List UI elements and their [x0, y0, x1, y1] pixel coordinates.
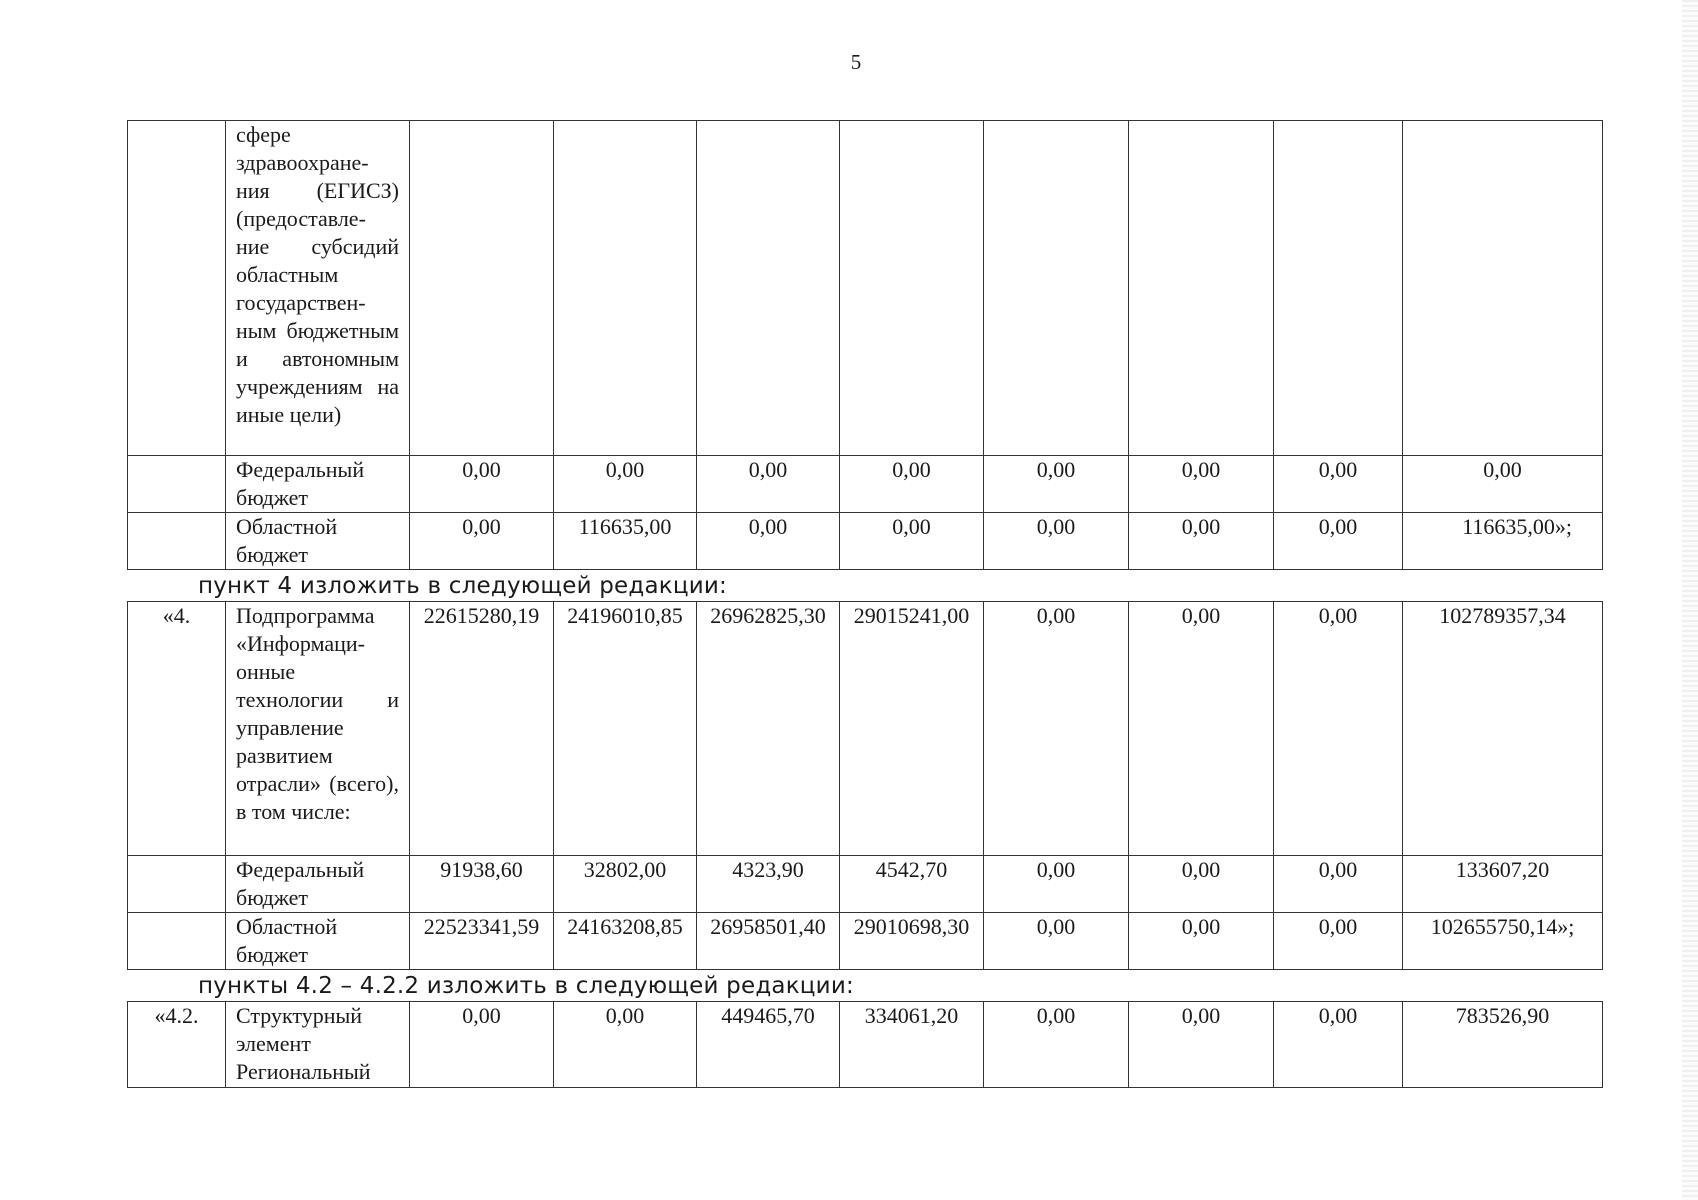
scan-edge-artifact — [1682, 0, 1698, 1200]
table-row — [128, 856, 1603, 913]
value-cell — [554, 121, 697, 456]
table-row — [128, 121, 1603, 456]
value-cell: 0,00 — [840, 456, 984, 513]
value-cell: 4542,70 — [840, 856, 984, 913]
value-cell: 0,00 — [1129, 856, 1274, 913]
table-row — [128, 1002, 1603, 1088]
value-cell: 0,00 — [697, 456, 840, 513]
table-row — [128, 456, 1603, 513]
value-cell: 0,00 — [554, 456, 697, 513]
value-cell: 0,00 — [1274, 456, 1403, 513]
value-cell: 0,00 — [410, 456, 554, 513]
row-index — [128, 856, 226, 913]
value-cell: 334061,20 — [840, 1002, 984, 1088]
value-cell: 0,00 — [984, 602, 1129, 856]
row-name: Подпрограмма «Информаци-онные технологии и управление развитием отрасли» (всего), в том числе: — [226, 602, 410, 856]
value-cell: 116635,00 — [554, 513, 697, 570]
row-name: сфере здравоохране-ния (ЕГИСЗ) (предоставле-ние субсидий областным государствен-ным бюджетным и автономным учреждениям на иные цели) — [226, 121, 410, 456]
value-cell: 0,00 — [984, 456, 1129, 513]
total-cell: 0,00 — [1403, 456, 1603, 513]
amendment-note-item-4: пункт 4 изложить в следующей редакции: — [198, 573, 727, 599]
value-cell: 24163208,85 — [554, 913, 697, 970]
value-cell — [984, 121, 1129, 456]
row-name: Федеральный бюджет — [226, 456, 410, 513]
value-cell: 0,00 — [410, 513, 554, 570]
row-index — [128, 456, 226, 513]
page-number: 5 — [850, 50, 862, 74]
value-cell: 24196010,85 — [554, 602, 697, 856]
value-cell — [1274, 121, 1403, 456]
budget-table-continued — [127, 120, 1603, 570]
total-cell — [1403, 121, 1603, 456]
value-cell: 0,00 — [1129, 913, 1274, 970]
total-cell: 102789357,34 — [1403, 602, 1603, 856]
value-cell: 32802,00 — [554, 856, 697, 913]
row-name: Областной бюджет — [226, 913, 410, 970]
row-index — [128, 913, 226, 970]
value-cell: 0,00 — [1274, 602, 1403, 856]
row-index — [128, 121, 226, 456]
total-cell: 102655750,14»; — [1403, 913, 1603, 970]
amendment-note-items-4-2: пункты 4.2 – 4.2.2 изложить в следующей редакции: — [198, 973, 854, 999]
value-cell: 0,00 — [1129, 1002, 1274, 1088]
value-cell: 4323,90 — [697, 856, 840, 913]
value-cell: 29010698,30 — [840, 913, 984, 970]
total-cell: 783526,90 — [1403, 1002, 1603, 1088]
value-cell: 0,00 — [554, 1002, 697, 1088]
value-cell: 0,00 — [984, 513, 1129, 570]
value-cell: 22523341,59 — [410, 913, 554, 970]
value-cell — [697, 121, 840, 456]
value-cell — [1129, 121, 1274, 456]
value-cell: 0,00 — [1129, 456, 1274, 513]
value-cell: 0,00 — [840, 513, 984, 570]
value-cell: 0,00 — [1274, 513, 1403, 570]
total-cell: 133607,20 — [1403, 856, 1603, 913]
value-cell: 26958501,40 — [697, 913, 840, 970]
row-index — [128, 513, 226, 570]
value-cell: 0,00 — [1129, 602, 1274, 856]
row-name: Областной бюджет — [226, 513, 410, 570]
table-row — [128, 602, 1603, 856]
value-cell: 0,00 — [697, 513, 840, 570]
value-cell: 22615280,19 — [410, 602, 554, 856]
value-cell: 0,00 — [1274, 1002, 1403, 1088]
value-cell: 29015241,00 — [840, 602, 984, 856]
value-cell: 0,00 — [984, 913, 1129, 970]
value-cell — [410, 121, 554, 456]
row-index: «4.2. — [128, 1002, 226, 1088]
row-index: «4. — [128, 602, 226, 856]
value-cell: 449465,70 — [697, 1002, 840, 1088]
value-cell: 26962825,30 — [697, 602, 840, 856]
value-cell: 0,00 — [1274, 913, 1403, 970]
row-name: Федеральный бюджет — [226, 856, 410, 913]
budget-table-item-4 — [127, 601, 1603, 970]
total-cell: 116635,00»; — [1403, 513, 1603, 570]
value-cell: 0,00 — [984, 1002, 1129, 1088]
table-row — [128, 513, 1603, 570]
budget-table-item-4-2 — [127, 1001, 1603, 1088]
value-cell: 0,00 — [1129, 513, 1274, 570]
table-row — [128, 913, 1603, 970]
value-cell: 0,00 — [984, 856, 1129, 913]
value-cell — [840, 121, 984, 456]
value-cell: 91938,60 — [410, 856, 554, 913]
value-cell: 0,00 — [1274, 856, 1403, 913]
row-name: Структурный элемент Региональный — [226, 1002, 410, 1088]
value-cell: 0,00 — [410, 1002, 554, 1088]
